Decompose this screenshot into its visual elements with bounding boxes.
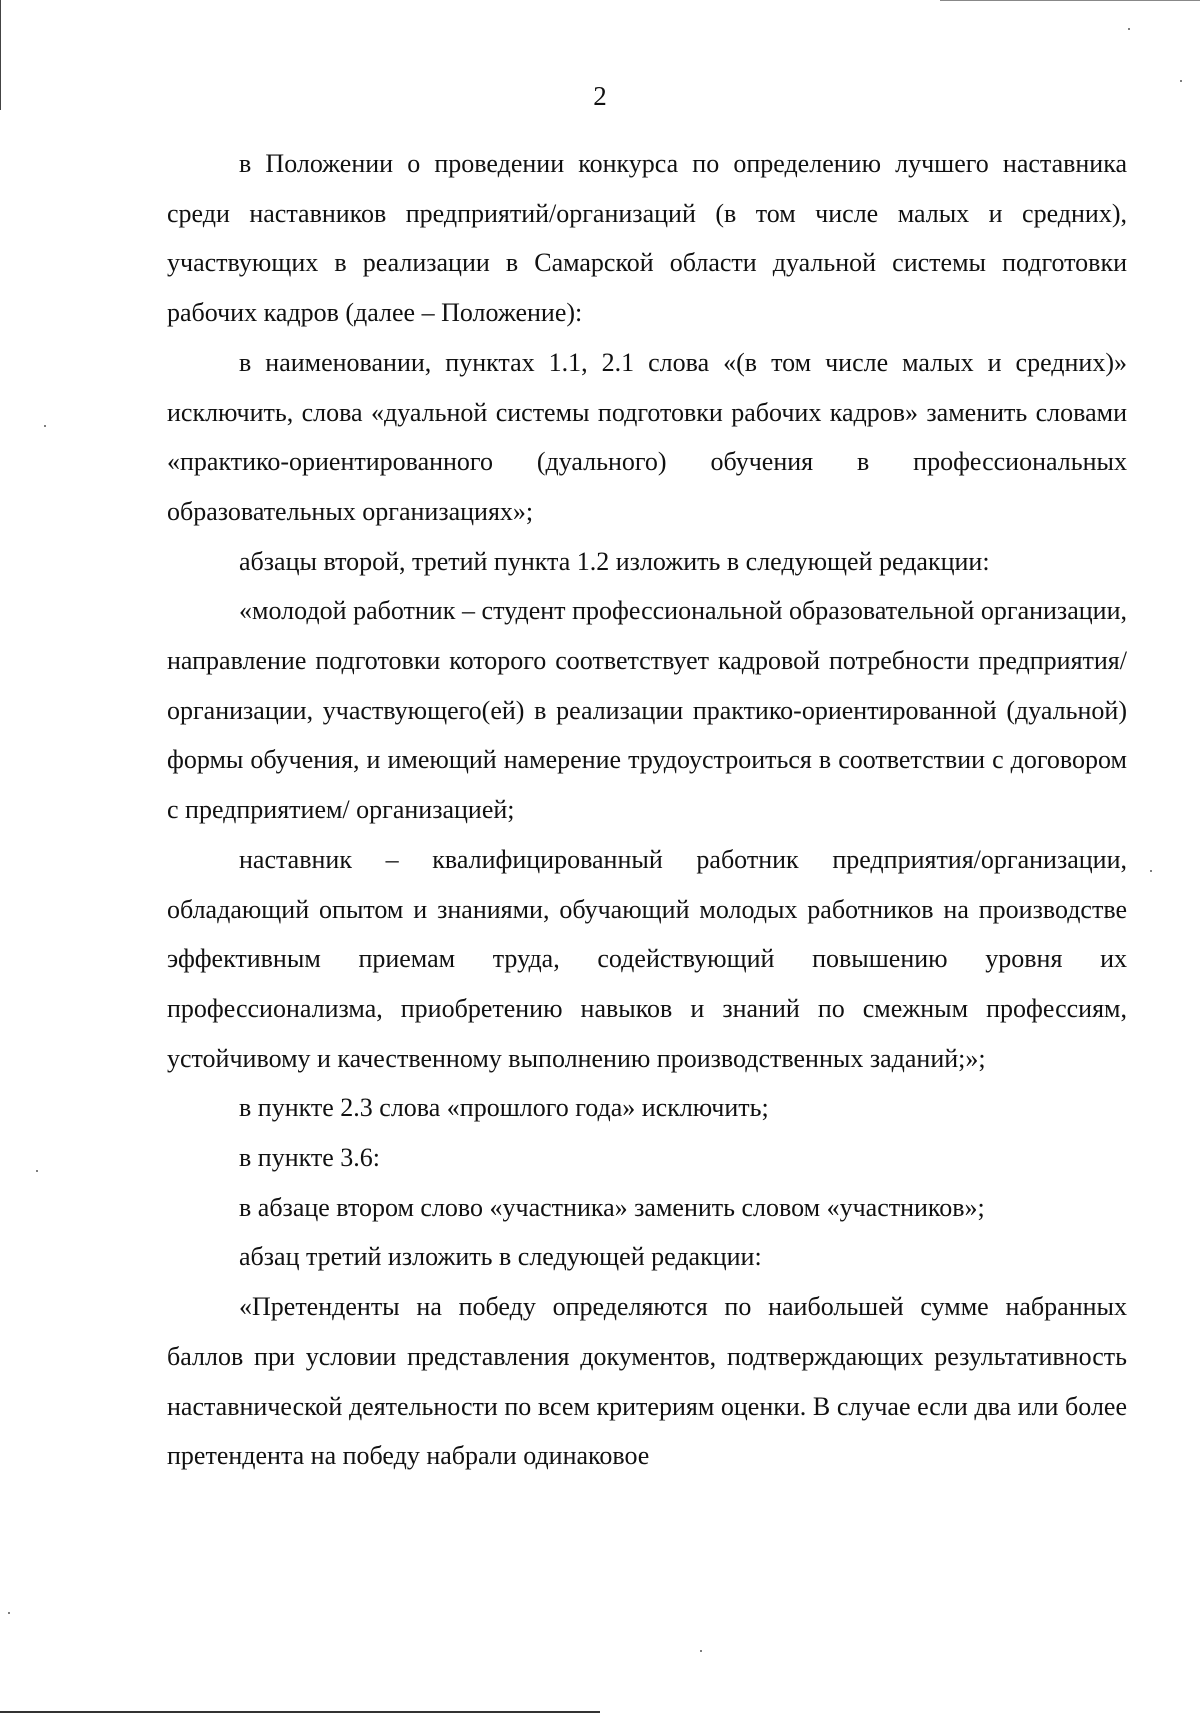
paragraph: наставник – квалифицированный работник предприятия/организации, обладающий опытом и знаниями, обучающий молодых работников на производстве эффективным приемам труда, содействующий повышению уровня их профессионализма, приобретению навыков и знаний по смежным профессиям, устойчивому и качественному выполнению производственных заданий;»; <box>167 844 1127 1073</box>
page-number: 2 <box>593 81 607 111</box>
scan-speck <box>36 1170 38 1172</box>
scan-speck <box>8 1612 10 1614</box>
scan-speck <box>700 1650 702 1652</box>
paragraph: в пункте 2.3 слова «прошлого года» исключить; <box>239 1093 769 1123</box>
scan-edge-bottom <box>0 1711 600 1713</box>
paragraph: в пункте 3.6: <box>239 1143 381 1173</box>
paragraph: в абзаце втором слово «участника» заменить словом «участников»; <box>239 1192 985 1222</box>
paragraph: абзац третий изложить в следующей редакции: <box>239 1242 762 1272</box>
scan-speck <box>1128 28 1130 30</box>
scan-edge-top <box>940 0 1200 1</box>
paragraph: «Претенденты на победу определяются по наибольшей сумме набранных баллов при условии представления документов, подтверждающих результативность наставнической деятельности по всем критериям оценки. В случае если два или более претендента на победу набрали одинаковое <box>167 1292 1127 1471</box>
document-body <box>167 139 1127 1481</box>
paragraph: в наименовании, пунктах 1.1, 2.1 слова «(в том числе малых и средних)» исключить, слова «дуальной системы подготовки рабочих кадров» заменить словами «практико-ориентированного (дуального) обучения в профессиональных образовательных организациях»; <box>167 347 1127 526</box>
paragraph: «молодой работник – студент профессиональной образовательной организации, направление подготовки которого соответствует кадровой потребности предприятия/организации, участвующего(ей) в реализации практико-ориентированной (дуальной) формы обучения, и имеющий намерение трудоустроиться в соответствии с договором с предприятием/ организацией; <box>167 596 1127 825</box>
scan-speck <box>1150 870 1152 872</box>
paragraph: абзацы второй, третий пункта 1.2 изложить в следующей редакции: <box>239 546 990 576</box>
paragraph: в Положении о проведении конкурса по определению лучшего наставника среди наставников предприятий/организаций (в том числе малых и средних), участвующих в реализации в Самарской области дуальной системы подготовки рабочих кадров (далее – Положение): <box>167 149 1127 328</box>
scan-speck <box>44 425 46 427</box>
